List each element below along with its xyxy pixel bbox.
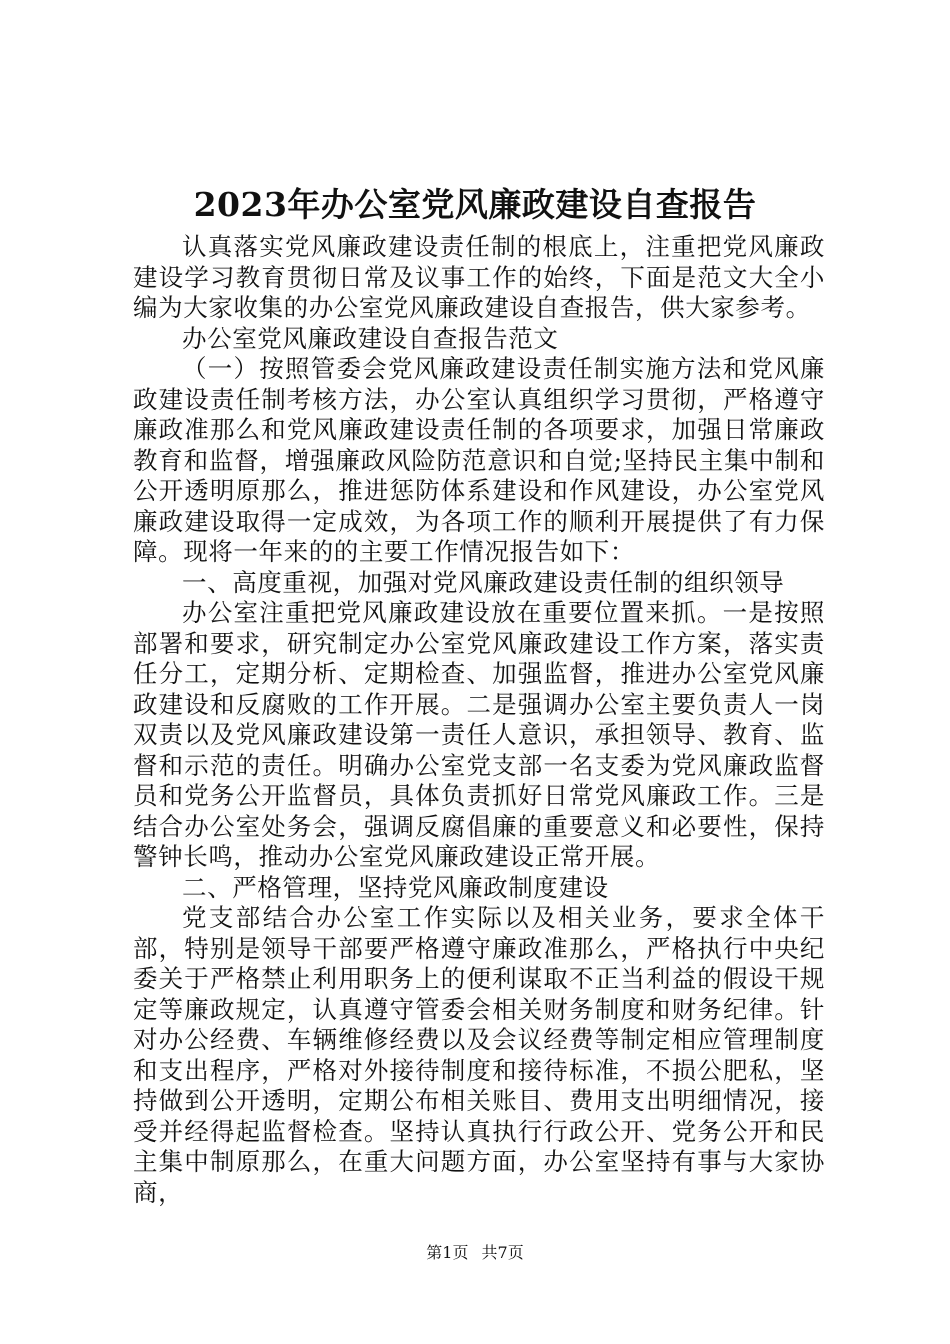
section-heading-2: 二、严格管理，坚持党风廉政制度建设	[182, 872, 609, 902]
body-paragraph: （一）按照管委会党风廉政建设责任制实施方法和党风廉政建设责任制考核方法，办公室认真组织学习贯彻，严格遵守廉政准那么和党风廉政建设责任制的各项要求，加强日常廉政教育和监督，增强廉政风险防范意识和自觉;坚持民主集中制和公开透明原那么，推进惩防体系建设和作风建设，办公室党风廉政建设取得一定成效，为各项工作的顺利开展提供了有力保障。现将一年来的的主要工作情况报告如下：	[133, 354, 825, 566]
page-footer	[0, 1242, 950, 1264]
body-paragraph: 党支部结合办公室工作实际以及相关业务，要求全体干部，特别是领导干部要严格遵守廉政准那么，严格执行中央纪委关于严格禁止利用职务上的便利谋取不正当利益的假设干规定等廉政规定，认真遵守管委会相关财务制度和财务纪律。针对办公经费、车辆维修经费以及会议经费等制定相应管理制度和支出程序，严格对外接待制度和接待标准，不损公肥私，坚持做到公开透明，定期公布相关账目、费用支出明细情况，接受并经得起监督检查。坚持认真执行行政公开、党务公开和民主集中制原那么，在重大问题方面，办公室坚持有事与大家协商，	[133, 903, 825, 1207]
page-number: 第1页	[426, 1243, 469, 1262]
document-body	[133, 232, 825, 1208]
section-heading-sample: 办公室党风廉政建设自查报告范文	[182, 323, 559, 353]
intro-paragraph: 认真落实党风廉政建设责任制的根底上，注重把党风廉政建设学习教育贯彻日常及议事工作的始终，下面是范文大全小编为大家收集的办公室党风廉政建设自查报告，供大家参考。	[133, 232, 825, 322]
section-heading-1: 一、高度重视，加强对党风廉政建设责任制的组织领导	[182, 567, 785, 597]
body-paragraph: 办公室注重把党风廉政建设放在重要位置来抓。一是按照部署和要求，研究制定办公室党风廉政建设工作方案，落实责任分工，定期分析、定期检查、加强监督，推进办公室党风廉政建设和反腐败的工作开展。二是强调办公室主要负责人一岗双责以及党风廉政建设第一责任人意识，承担领导、教育、监督和示范的责任。明确办公室党支部一名支委为党风廉政监督员和党务公开监督员，具体负责抓好日常党风廉政工作。三是结合办公室处务会，强调反腐倡廉的重要意义和必要性，保持警钟长鸣，推动办公室党风廉政建设正常开展。	[133, 598, 825, 871]
document-title: 2023年办公室党风廉政建设自查报告	[193, 185, 757, 224]
page-total: 共7页	[481, 1243, 524, 1262]
